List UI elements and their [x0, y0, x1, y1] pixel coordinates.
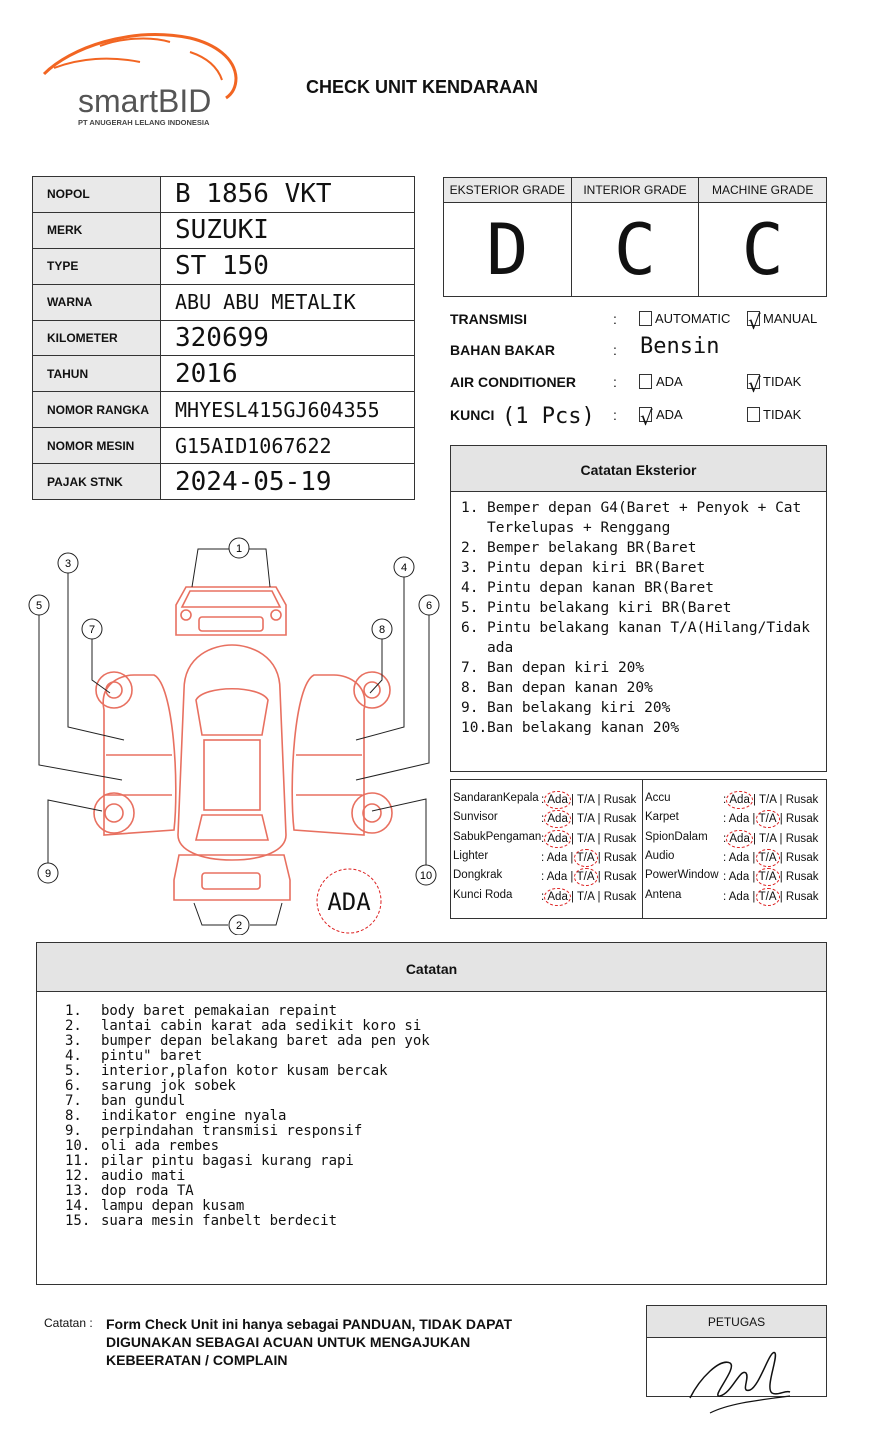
vehicle-field-value: MHYESL415GJ604355 — [161, 392, 415, 428]
marker-number: 6 — [425, 600, 433, 612]
divider — [642, 780, 643, 918]
kunci-label: KUNCI — [450, 407, 495, 423]
vehicle-field-value: ST 150 — [161, 248, 415, 284]
exterior-note-item — [461, 618, 826, 658]
accessory-options: : Ada | T/A | Rusak — [723, 890, 819, 903]
vehicle-row — [33, 320, 415, 356]
separator: | — [594, 851, 604, 864]
option-ta[interactable]: T/A — [577, 813, 595, 826]
item-text: pilar pintu bagasi kurang rapi — [101, 1153, 354, 1169]
item-text: oli ada rembes — [101, 1138, 220, 1154]
catatan-item — [65, 1019, 826, 1034]
diagram-marker-4 — [394, 557, 414, 577]
accessory-options: : Ada | T/A | Rusak — [723, 871, 819, 884]
option-ta[interactable]: T/A — [576, 851, 595, 864]
bahan-bakar-label: BAHAN BAKAR — [450, 342, 555, 358]
accessory-name: Audio — [645, 849, 675, 862]
catatan-item — [65, 1169, 826, 1184]
catatan-title: Catatan — [37, 943, 826, 992]
separator: | — [776, 813, 786, 826]
vehicle-field-value: G15AID1067622 — [161, 428, 415, 464]
exterior-note-item — [461, 578, 826, 598]
kunci-ada-option: ADA — [656, 407, 683, 422]
separator: | — [749, 794, 760, 806]
item-text: body baret pemakaian repaint — [101, 1003, 338, 1019]
item-text: interior,plafon kotor kusam bercak — [101, 1063, 388, 1079]
vehicle-field-value: 320699 — [161, 320, 415, 356]
catatan-item — [65, 1124, 826, 1139]
separator: | — [594, 890, 604, 903]
check-mark-icon: √ — [640, 406, 653, 430]
colon: : — [613, 407, 617, 423]
ac-tidak-option: TIDAK — [763, 374, 802, 389]
separator: | — [776, 890, 786, 903]
vehicle-field-label: MERK — [33, 212, 161, 248]
exterior-note-item — [461, 698, 826, 718]
separator: | — [567, 813, 578, 826]
item-number: 8. — [65, 1108, 82, 1124]
catatan-item — [65, 1064, 826, 1079]
option-rusak[interactable]: Rusak — [785, 871, 819, 884]
car-damage-diagram — [24, 535, 444, 935]
accessory-options: : Ada | T/A | Rusak — [541, 890, 637, 903]
item-number: 1. — [65, 1003, 82, 1019]
vehicle-field-value: 2024-05-19 — [161, 464, 415, 500]
diagram-marker-2 — [229, 915, 249, 935]
option-ada[interactable]: Ada — [728, 871, 750, 884]
grade-value: C — [741, 209, 784, 291]
diagram-marker-10 — [416, 865, 436, 885]
accessory-options: : Ada | T/A | Rusak — [723, 813, 819, 826]
ac-ada-checkbox[interactable] — [639, 374, 652, 389]
catatan-item — [65, 1184, 826, 1199]
item-number: 7. — [461, 660, 479, 676]
catatan-panel — [36, 942, 827, 1285]
separator: | — [594, 871, 604, 884]
separator: | — [776, 832, 786, 845]
diagram-marker-5 — [29, 595, 49, 615]
catatan-list — [37, 992, 826, 1229]
option-ada[interactable]: Ada — [728, 890, 750, 903]
separator: | — [749, 890, 759, 903]
item-number: 9. — [65, 1123, 82, 1139]
grade-label: EKSTERIOR GRADE — [444, 178, 571, 203]
accessory-name: Dongkrak — [453, 869, 503, 882]
item-text: audio mati — [101, 1168, 186, 1184]
diagram-marker-1 — [229, 538, 249, 558]
kunci-tidak-checkbox[interactable] — [747, 407, 760, 422]
vehicle-row — [33, 284, 415, 320]
item-number: 10. — [65, 1138, 91, 1154]
catatan-item — [65, 1034, 826, 1049]
item-text: sarung jok sobek — [101, 1078, 236, 1094]
option-ta[interactable]: T/A — [577, 832, 595, 845]
item-text: dop roda TA — [101, 1183, 194, 1199]
item-text: Ban depan kiri 20% — [487, 660, 645, 676]
item-text: pintu" baret — [101, 1048, 203, 1064]
vehicle-field-label: PAJAK STNK — [33, 464, 161, 500]
item-number: 13. — [65, 1183, 91, 1199]
option-rusak[interactable]: Rusak — [603, 832, 637, 845]
option-ta[interactable]: T/A — [758, 890, 777, 903]
exterior-notes-panel — [450, 445, 827, 772]
accessory-options: : Ada | T/A | Rusak — [541, 851, 637, 864]
vehicle-field-label: KILOMETER — [33, 320, 161, 356]
vehicle-field-label: TYPE — [33, 248, 161, 284]
catatan-item — [65, 1109, 826, 1124]
item-number: 7. — [65, 1093, 82, 1109]
catatan-item — [65, 1199, 826, 1214]
exterior-notes-title: Catatan Eksterior — [451, 446, 826, 492]
colon: : — [613, 374, 617, 390]
marker-number: 3 — [64, 558, 72, 570]
automatic-checkbox[interactable] — [639, 311, 652, 326]
car-outline — [94, 587, 392, 900]
item-number: 11. — [65, 1153, 91, 1169]
item-text: lampu depan kusam — [101, 1198, 245, 1214]
item-text: Ban depan kanan 20% — [487, 680, 653, 696]
grade-value: C — [613, 209, 657, 291]
vehicle-field-value: B 1856 VKT — [161, 177, 415, 213]
accessory-name: Accu — [645, 792, 671, 804]
marker-number: 9 — [44, 868, 52, 880]
item-text: indikator engine nyala — [101, 1108, 287, 1124]
item-number: 2. — [461, 540, 479, 556]
marker-number: 2 — [235, 920, 243, 932]
vehicle-field-value: SUZUKI — [161, 212, 415, 248]
signature — [680, 1338, 800, 1418]
item-number: 1. — [461, 500, 479, 516]
grade-label: INTERIOR GRADE — [572, 178, 699, 203]
item-number: 14. — [65, 1198, 91, 1214]
accessory-name: SabukPengaman — [453, 830, 542, 843]
item-text: perpindahan transmisi responsif — [101, 1123, 363, 1139]
separator: | — [776, 794, 786, 806]
item-text: Pintu belakang kiri BR(Baret — [487, 600, 732, 616]
accessory-options: : Ada | T/A | Rusak — [723, 794, 819, 806]
option-ada[interactable]: Ada — [729, 832, 750, 845]
ac-label: AIR CONDITIONER — [450, 374, 576, 390]
catatan-item — [65, 1094, 826, 1109]
item-number: 6. — [65, 1078, 82, 1094]
option-rusak[interactable]: Rusak — [785, 813, 819, 826]
option-ada[interactable]: Ada — [547, 794, 568, 806]
separator: | — [749, 813, 759, 826]
option-ada[interactable]: Ada — [728, 813, 750, 826]
item-text: Pintu depan kanan BR(Baret — [487, 580, 714, 596]
item-text: Bemper belakang BR(Baret — [487, 540, 697, 556]
accessory-options: : Ada | T/A | Rusak — [541, 813, 637, 826]
check-mark-icon: √ — [748, 310, 761, 334]
option-ta[interactable]: T/A — [759, 794, 777, 806]
diagram-marker-3 — [58, 553, 78, 573]
separator: | — [567, 794, 578, 806]
item-number: 9. — [461, 700, 479, 716]
accessory-name: Sunvisor — [453, 811, 498, 824]
accessory-options: : Ada | T/A | Rusak — [541, 832, 637, 845]
petugas-title: PETUGAS — [647, 1306, 826, 1338]
item-number: 10. — [461, 720, 488, 736]
item-text: Ban belakang kiri 20% — [487, 700, 671, 716]
item-text: bumper depan belakang baret ada pen yok — [101, 1033, 430, 1049]
manual-option: MANUAL — [763, 311, 818, 326]
option-ada[interactable]: Ada — [547, 813, 568, 826]
separator: | — [567, 890, 578, 903]
option-rusak[interactable]: Rusak — [603, 871, 637, 884]
accessory-options: : Ada | T/A | Rusak — [541, 871, 637, 884]
catatan-item — [65, 1049, 826, 1064]
accessory-name: PowerWindow — [645, 869, 719, 882]
separator: | — [594, 813, 604, 826]
vehicle-field-label: NOMOR MESIN — [33, 428, 161, 464]
document-title: CHECK UNIT KENDARAAN — [306, 77, 538, 97]
accessory-options: : Ada | T/A | Rusak — [723, 851, 819, 864]
separator: | — [776, 851, 786, 864]
vehicle-row — [33, 177, 415, 213]
item-text: ban gundul — [101, 1093, 186, 1109]
transmisi-label: TRANSMISI — [450, 311, 527, 327]
vehicle-field-label: WARNA — [33, 284, 161, 320]
vehicle-row — [33, 212, 415, 248]
logo-company: PT ANUGERAH LELANG INDONESIA — [78, 118, 210, 127]
exterior-note-item — [461, 558, 826, 578]
marker-number: 7 — [88, 624, 96, 636]
separator: | — [776, 871, 786, 884]
option-ta[interactable]: T/A — [759, 832, 777, 845]
marker-number: 5 — [35, 600, 43, 612]
grade-value: D — [486, 209, 529, 291]
accessory-name: Lighter — [453, 849, 489, 862]
diagram-marker-6 — [419, 595, 439, 615]
separator: | — [567, 851, 577, 864]
option-ada[interactable]: Ada — [546, 871, 568, 884]
item-number: 4. — [461, 580, 479, 596]
marker-leaders — [39, 549, 429, 925]
option-rusak[interactable]: Rusak — [603, 813, 637, 826]
exterior-note-item — [461, 598, 826, 618]
item-text: Pintu depan kiri BR(Baret — [487, 560, 706, 576]
option-ada[interactable]: Ada — [546, 851, 568, 864]
exterior-note-item — [461, 538, 826, 558]
separator: | — [567, 871, 577, 884]
option-ta[interactable]: T/A — [577, 794, 595, 806]
vehicle-field-label: NOMOR RANGKA — [33, 392, 161, 428]
item-text: Pintu belakang kanan T/A(Hilang/Tidak ada — [487, 620, 811, 656]
accessory-name: Antena — [645, 888, 682, 901]
option-rusak[interactable]: Rusak — [785, 832, 819, 845]
catatan-item — [65, 1214, 826, 1229]
marker-number: 1 — [235, 543, 243, 555]
separator: | — [594, 832, 604, 845]
item-number: 3. — [65, 1033, 82, 1049]
vehicle-field-label: NOPOL — [33, 177, 161, 213]
item-number: 15. — [65, 1213, 91, 1229]
catatan-item — [65, 1154, 826, 1169]
accessory-options: : Ada | T/A | Rusak — [723, 832, 819, 845]
option-rusak[interactable]: Rusak — [785, 851, 819, 864]
check-mark-icon: √ — [748, 373, 761, 397]
vehicle-field-label: TAHUN — [33, 356, 161, 392]
item-number: 4. — [65, 1048, 82, 1064]
kunci-tidak-option: TIDAK — [763, 407, 802, 422]
vehicle-row — [33, 428, 415, 464]
separator: | — [749, 871, 759, 884]
accessory-name: SandaranKepala — [453, 792, 539, 804]
ac-ada-option: ADA — [656, 374, 683, 389]
grade-panel — [443, 177, 827, 297]
marker-number: 10 — [419, 870, 433, 882]
exterior-note-item — [461, 498, 826, 538]
catatan-item — [65, 1139, 826, 1154]
option-rusak[interactable]: Rusak — [603, 890, 637, 903]
item-text: lantai cabin karat ada sedikit koro si — [101, 1018, 422, 1034]
option-ta[interactable]: T/A — [758, 813, 777, 826]
marker-number: 4 — [400, 562, 408, 574]
grade-label: MACHINE GRADE — [699, 178, 826, 203]
ada-stamp: ADA — [327, 888, 371, 916]
kunci-count: (1 Pcs) — [502, 404, 595, 429]
footer-disclaimer: Form Check Unit ini hanya sebagai PANDUAN, TIDAK DAPAT DIGUNAKAN SEBAGAI ACUAN UNTUK MENGAJUKAN KEBEERATAN / COMPLAIN — [106, 1316, 513, 1368]
item-number: 8. — [461, 680, 479, 696]
accessory-name: Kunci Roda — [453, 888, 513, 901]
catatan-item — [65, 1004, 826, 1019]
bahan-bakar-value: Bensin — [640, 334, 720, 359]
item-number: 3. — [461, 560, 479, 576]
marker-number: 8 — [378, 624, 386, 636]
item-number: 2. — [65, 1018, 82, 1034]
exterior-note-item — [461, 718, 826, 738]
vehicle-info-table — [32, 176, 415, 500]
option-ta[interactable]: T/A — [576, 871, 595, 884]
vehicle-row — [33, 392, 415, 428]
colon: : — [613, 342, 617, 358]
option-ada[interactable]: Ada — [729, 794, 750, 806]
separator: | — [567, 832, 578, 845]
colon: : — [613, 311, 617, 327]
option-ta[interactable]: T/A — [758, 851, 777, 864]
option-rusak[interactable]: Rusak — [603, 794, 637, 806]
exterior-notes-list — [451, 492, 826, 738]
grade-machine — [698, 178, 826, 296]
item-text: suara mesin fanbelt berdecit — [101, 1213, 338, 1229]
accessory-options: : Ada | T/A | Rusak — [541, 794, 637, 806]
diagram-marker-7 — [82, 619, 102, 639]
option-ta[interactable]: T/A — [577, 890, 595, 903]
vehicle-field-value: ABU ABU METALIK — [161, 284, 415, 320]
vehicle-row — [33, 248, 415, 284]
option-ta[interactable]: T/A — [758, 871, 777, 884]
catatan-item — [65, 1079, 826, 1094]
logo-wordmark: smartBID — [78, 83, 212, 119]
exterior-note-item — [461, 658, 826, 678]
diagram-marker-8 — [372, 619, 392, 639]
automatic-option: AUTOMATIC — [655, 311, 731, 326]
option-ada[interactable]: Ada — [547, 890, 568, 903]
vehicle-row — [33, 356, 415, 392]
option-rusak[interactable]: Rusak — [603, 851, 637, 864]
item-text: Ban belakang kanan 20% — [487, 720, 680, 736]
separator: | — [749, 832, 760, 845]
option-rusak[interactable]: Rusak — [785, 890, 819, 903]
item-number: 6. — [461, 620, 479, 636]
grade-interior — [571, 178, 699, 296]
separator: | — [594, 794, 604, 806]
footer-label: Catatan : — [44, 1316, 93, 1330]
accessories-panel — [450, 779, 827, 919]
smartbid-logo — [40, 28, 250, 132]
grade-exterior — [444, 178, 571, 296]
option-ada[interactable]: Ada — [547, 832, 568, 845]
exterior-note-item — [461, 678, 826, 698]
item-number: 5. — [65, 1063, 82, 1079]
vehicle-row — [33, 464, 415, 500]
item-number: 12. — [65, 1168, 91, 1184]
option-rusak[interactable]: Rusak — [785, 794, 819, 806]
accessory-name: SpionDalam — [645, 830, 708, 843]
item-text: Bemper depan G4(Baret + Penyok + Cat Terkelupas + Renggang — [487, 500, 802, 536]
diagram-marker-9 — [38, 863, 58, 883]
vehicle-field-value: 2016 — [161, 356, 415, 392]
separator: | — [749, 851, 759, 864]
option-ada[interactable]: Ada — [728, 851, 750, 864]
accessory-name: Karpet — [645, 811, 679, 824]
item-number: 5. — [461, 600, 479, 616]
